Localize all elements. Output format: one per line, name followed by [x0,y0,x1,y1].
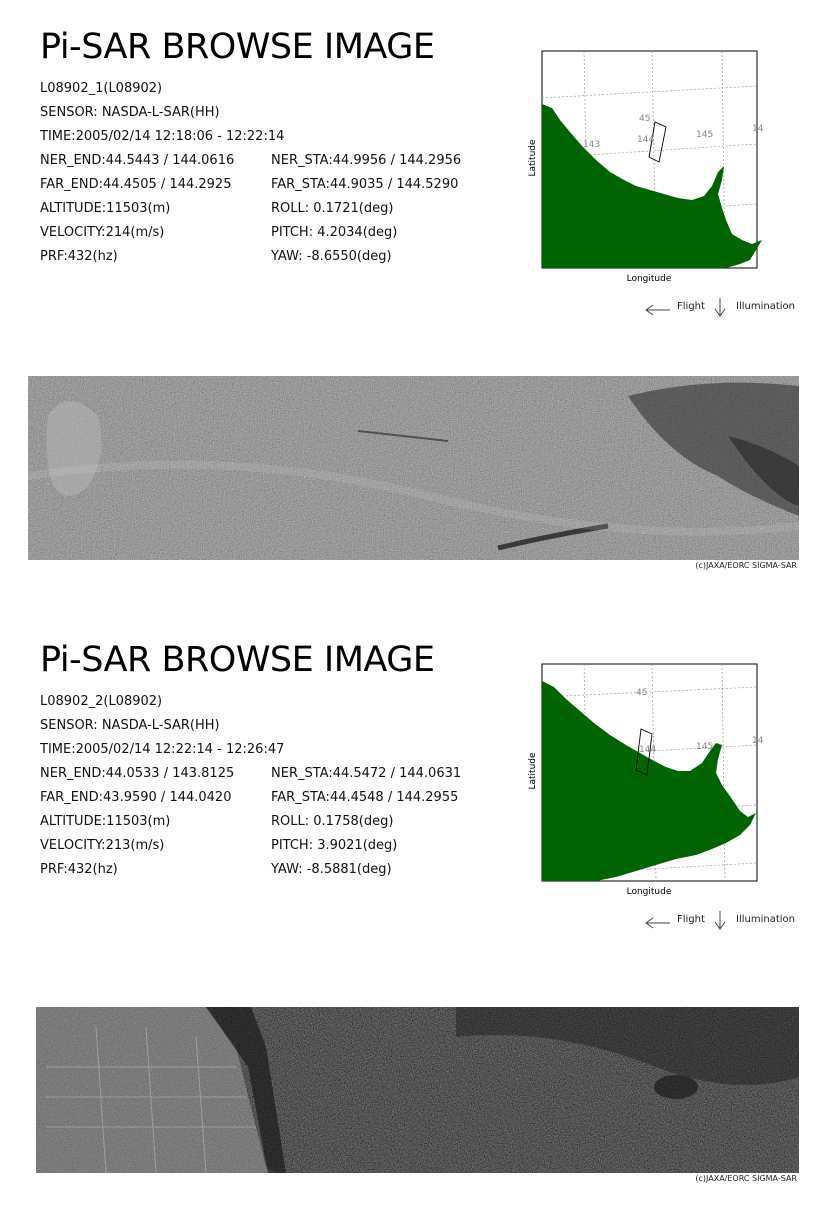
far-sta-text: FAR_STA:44.9035 / 144.5290 [271,177,459,192]
scene-id: L08902_1(L08902) [40,81,163,96]
ner-end-text: NER_END:44.5443 / 144.0616 [40,153,235,168]
roll-text: ROLL: 0.1758(deg) [271,814,394,829]
prf-text: PRF:432(hz) [40,249,118,264]
metadata-block [40,77,462,269]
roll-text: ROLL: 0.1721(deg) [271,201,394,216]
altitude-text: ALTITUDE:11503(m) [40,201,171,216]
svg-text:144: 144 [637,135,655,145]
svg-text:45: 45 [639,114,651,124]
altitude-text: ALTITUDE:11503(m) [40,814,171,829]
ner-sta-text: NER_STA:44.5472 / 144.0631 [271,766,462,781]
sar-image-strip [36,1007,799,1173]
svg-text:144: 144 [639,745,657,755]
svg-text:145: 145 [696,130,714,140]
map-ylabel: Latitude [528,752,538,790]
velocity-text: VELOCITY:213(m/s) [40,838,165,853]
page-title: Pi-SAR BROWSE IMAGE [40,27,435,67]
arrow-left-icon [643,297,673,319]
map-xlabel: Longitude [626,274,672,284]
scene-id: L08902_2(L08902) [40,694,163,709]
map-legend [643,297,803,321]
map-legend [643,910,803,934]
arrow-left-icon [643,910,673,932]
time-text: TIME:2005/02/14 12:22:14 - 12:26:47 [40,742,285,757]
ner-end-text: NER_END:44.0533 / 143.8125 [40,766,235,781]
flight-label: Flight [677,914,705,925]
svg-text:143: 143 [583,140,601,150]
velocity-text: VELOCITY:214(m/s) [40,225,165,240]
far-end-text: FAR_END:44.4505 / 144.2925 [40,177,232,192]
map-ylabel: Latitude [528,139,538,177]
svg-text:145: 145 [696,742,714,752]
page-title: Pi-SAR BROWSE IMAGE [40,640,435,680]
metadata-block [40,690,462,882]
copyright-credit: (c)JAXA/EORC SIGMA-SAR [695,561,797,570]
browse-panel-2 [0,613,822,1208]
map-xlabel: Longitude [626,887,672,897]
arrow-down-icon [712,296,732,320]
location-map [526,659,776,899]
svg-text:45: 45 [636,688,648,698]
ner-sta-text: NER_STA:44.9956 / 144.2956 [271,153,462,168]
sar-image-strip [28,376,799,560]
far-end-text: FAR_END:43.9590 / 144.0420 [40,790,232,805]
yaw-text: YAW: -8.5881(deg) [271,862,392,877]
illumination-label: Illumination [736,301,795,312]
pitch-text: PITCH: 4.2034(deg) [271,225,398,240]
copyright-credit: (c)JAXA/EORC SIGMA-SAR [695,1174,797,1183]
sensor-text: SENSOR: NASDA-L-SAR(HH) [40,105,220,120]
browse-panel-1 [0,0,822,595]
arrow-down-icon [712,909,732,933]
yaw-text: YAW: -8.6550(deg) [271,249,392,264]
location-map [526,46,776,286]
prf-text: PRF:432(hz) [40,862,118,877]
time-text: TIME:2005/02/14 12:18:06 - 12:22:14 [40,129,285,144]
illumination-label: Illumination [736,914,795,925]
svg-text:14: 14 [752,736,764,746]
sensor-text: SENSOR: NASDA-L-SAR(HH) [40,718,220,733]
far-sta-text: FAR_STA:44.4548 / 144.2955 [271,790,459,805]
flight-label: Flight [677,301,705,312]
svg-text:14: 14 [752,124,764,134]
pitch-text: PITCH: 3.9021(deg) [271,838,398,853]
